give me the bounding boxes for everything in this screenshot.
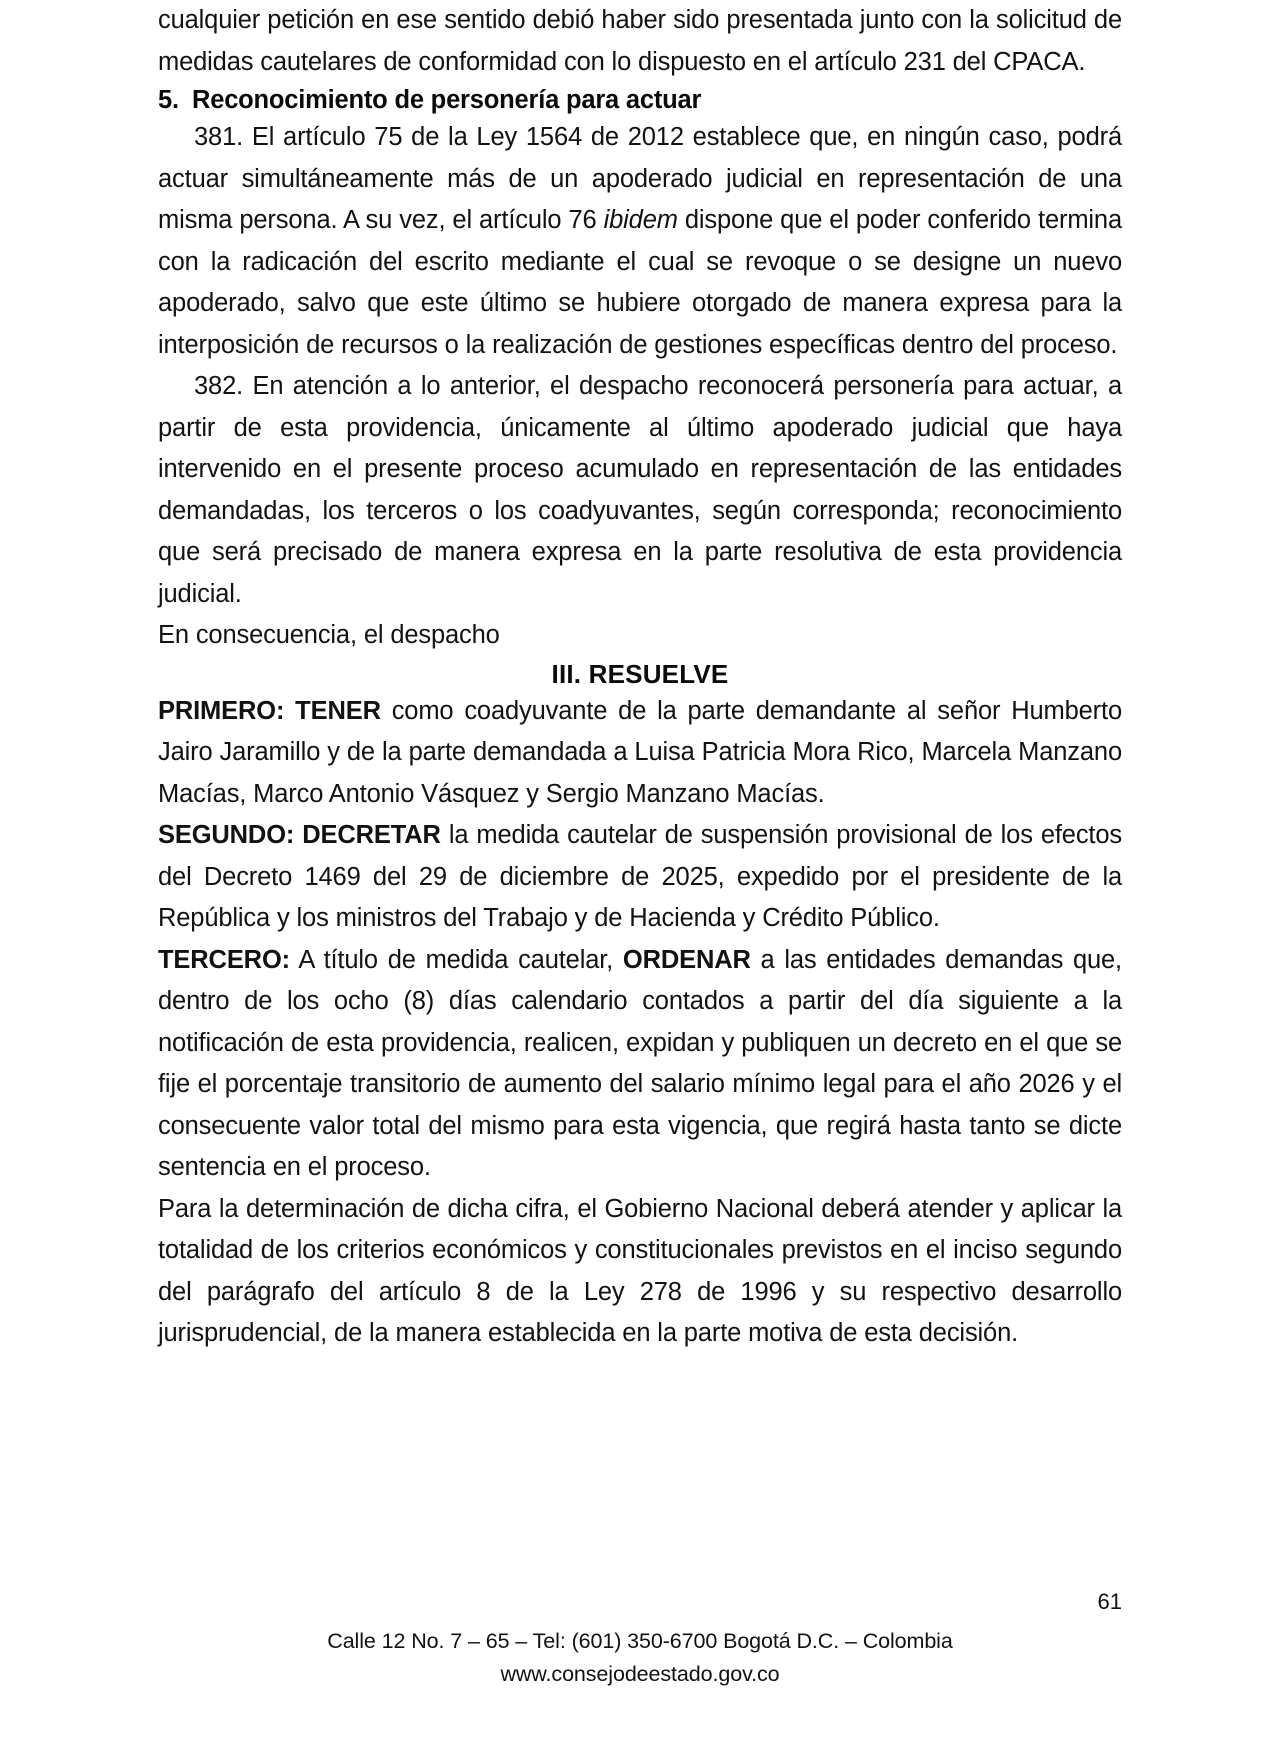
resolution-item-segundo	[158, 815, 1122, 940]
paragraph-381	[158, 117, 1122, 366]
paragraph-381-text-part1: El artículo 75 de la Ley 1564 de 2012 establece que, en ningún caso, podrá actuar simultáneamente más de un apoderado judicial en representación de una misma persona. A su vez, el artículo 76	[158, 123, 1122, 234]
paragraph-381-number: 381.	[194, 123, 244, 151]
paragraph-382-text: En atención a lo anterior, el despacho reconocerá personería para actuar, a partir de esta providencia, únicamente al último apoderado judicial que haya intervenido en el presente proceso acumulado en representación de las entidades demandadas, los terceros o los coadyuvantes, según corresponda; reconocimiento que será precisado de manera expresa en la parte resolutiva de esta providencia judicial.	[158, 372, 1122, 608]
footer-website: www.consejodeestado.gov.co	[500, 1662, 780, 1686]
resolution-item-segundo-label: SEGUNDO: DECRETAR	[158, 821, 441, 849]
resolution-item-primero-label: PRIMERO: TENER	[158, 696, 381, 725]
resolution-item-tercero-label: TERCERO:	[158, 945, 290, 974]
page-footer	[0, 1589, 1280, 1691]
paragraph-top-continuation: cualquier petición en ese sentido debió haber sido presentada junto con la solicitud de medidas cautelares de conformidad con lo dispuesto en el artículo 231 del CPACA.	[158, 6, 1122, 76]
resolution-item-segundo-text: la medida cautelar de suspensión provisional de los efectos del Decreto 1469 del 29 de diciembre de 2025, expedido por el presidente de la República y los ministros del Trabajo y de Hacienda y Crédito Público.	[158, 821, 1122, 932]
resolution-item-tercero-text-part1: A título de medida cautelar,	[289, 945, 623, 974]
resolution-item-tercero-text-part2: a las entidades demandas que, dentro de los ocho (8) días calendario contados a partir del día siguiente a la notificación de esta providencia, realicen, expidan y publiquen un decreto en el que se fije el porcentaje transitorio de aumento del salario mínimo legal para el año 2026 y el consecuente valor total del mismo para esta vigencia, que regirá hasta tanto se dicte sentencia en el proceso.	[158, 945, 1122, 1181]
section-heading-5-number: 5.	[158, 86, 179, 114]
section-heading-5-label: Reconocimiento de personería para actuar	[192, 86, 702, 114]
resolution-item-tercero-ordenar: ORDENAR	[622, 945, 751, 974]
resolution-item-tercero	[158, 940, 1122, 1189]
page-number: 61	[1097, 1589, 1122, 1614]
paragraph-381-text-part2: dispone que el poder conferido termina con la radicación del escrito mediante el cual se revoque o se designe un nuevo apoderado, salvo que este último se hubiere otorgado de manera expresa para la interposición de recursos o la realización de gestiones específicas dentro del proceso.	[158, 206, 1122, 359]
paragraph-382-number: 382.	[194, 372, 244, 400]
paragraph-382	[158, 366, 1122, 615]
paragraph-en-consecuencia: En consecuencia, el despacho	[158, 621, 500, 649]
resolution-item-primero	[158, 691, 1122, 816]
footer-address: Calle 12 No. 7 – 65 – Tel: (601) 350-6700 Bogotá D.C. – Colombia	[327, 1629, 953, 1653]
paragraph-determinacion: Para la determinación de dicha cifra, el Gobierno Nacional deberá atender y aplicar la totalidad de los criterios económicos y constitucionales previstos en el inciso segundo del parágrafo del artículo 8 de la Ley 278 de 1996 y su respectivo desarrollo jurisprudencial, de la manera establecida en la parte motiva de esta decisión.	[158, 1194, 1122, 1347]
resolution-item-primero-text: como coadyuvante de la parte demandante al señor Humberto Jairo Jaramillo y de la parte demandada a Luisa Patricia Mora Rico, Marcela Manzano Macías, Marco Antonio Vásquez y Sergio Manzano Macías.	[158, 696, 1122, 808]
paragraph-381-italic-ibidem: ibidem	[603, 206, 678, 234]
section-heading-5	[158, 83, 1122, 117]
document-body	[158, 0, 1122, 1355]
heading-resuelve: III. RESUELVE	[551, 658, 729, 689]
